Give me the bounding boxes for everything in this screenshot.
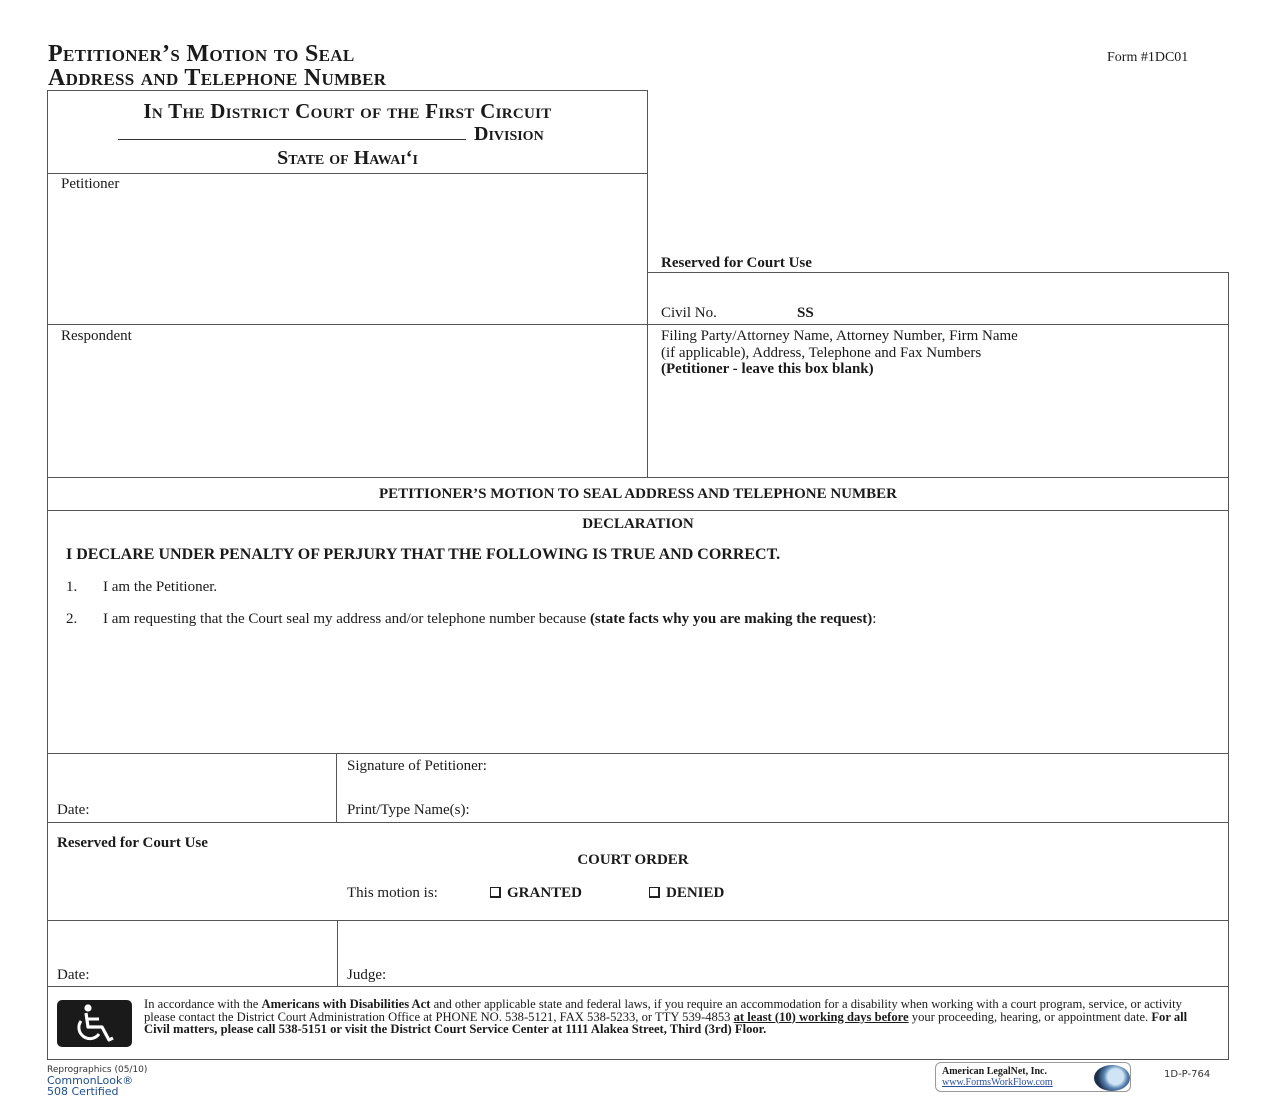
- declaration-item-text-1: I am the Petitioner.: [103, 579, 218, 595]
- globe-logo-icon: [1094, 1065, 1130, 1091]
- filing-party-line1: Filing Party/Attorney Name, Attorney Number, Firm Name: [661, 328, 1018, 344]
- respondent-label: Respondent: [61, 328, 132, 344]
- commonlook-name: CommonLook®: [47, 1074, 134, 1087]
- motion-title: PETITIONER’S MOTION TO SEAL ADDRESS AND TELEPHONE NUMBER: [378, 486, 898, 502]
- perjury-statement: I DECLARE UNDER PENALTY OF PERJURY THAT THE FOLLOWING IS TRUE AND CORRECT.: [66, 546, 781, 563]
- court-use-label-bottom: Reserved for Court Use: [57, 835, 208, 851]
- declaration-item-2: [103, 611, 876, 628]
- granted-label: GRANTED: [507, 885, 583, 901]
- court-use-top-line: [647, 272, 1229, 273]
- petitioner-bottom-line: [47, 324, 1229, 325]
- ada-notice: [144, 998, 1214, 1036]
- respondent-field[interactable]: [48, 347, 646, 476]
- respondent-bottom-line: [47, 477, 1229, 478]
- ada-text-1: In accordance with the: [144, 997, 262, 1011]
- caption-bottom-line: [47, 173, 648, 174]
- signature-date-label: Date:: [57, 802, 90, 818]
- document-title: [48, 42, 386, 90]
- court-caption-box: [47, 90, 648, 174]
- judge-date-field[interactable]: [48, 921, 336, 985]
- signature-date-field[interactable]: [48, 754, 335, 821]
- petitioner-field[interactable]: [48, 195, 646, 323]
- signature-label: Signature of Petitioner:: [347, 758, 487, 774]
- granted-checkbox[interactable]: [490, 887, 501, 898]
- denied-option[interactable]: [649, 885, 724, 902]
- reason-field[interactable]: [48, 632, 1228, 752]
- state-name: State of Hawai‘i: [277, 147, 418, 169]
- document-title-line1: Petitioner’s Motion to Seal: [48, 41, 355, 67]
- declaration-item-suffix-2: :: [872, 611, 877, 627]
- signature-bottom-line: [47, 822, 1229, 823]
- document-title-line2: Address and Telephone Number: [48, 65, 387, 91]
- form-code: 1D-P-764: [1164, 1069, 1211, 1080]
- denied-checkbox[interactable]: [649, 887, 660, 898]
- judge-row-bottom-line: [47, 986, 1229, 987]
- wheelchair-accessibility-icon: [57, 1000, 132, 1047]
- legalnet-link[interactable]: www.FormsWorkFlow.com: [942, 1077, 1053, 1088]
- judge-signature-field[interactable]: [338, 921, 1226, 985]
- signature-field[interactable]: [540, 754, 1226, 794]
- motion-title-bottom-line: [47, 510, 1229, 511]
- petitioner-label: Petitioner: [61, 176, 120, 192]
- commonlook-badge: [47, 1075, 133, 1097]
- filing-party-field[interactable]: [648, 380, 1227, 476]
- print-name-field[interactable]: [520, 796, 1226, 821]
- denied-label: DENIED: [666, 885, 725, 901]
- signature-column-divider: [336, 753, 337, 823]
- filing-party-instructions: [661, 328, 1018, 378]
- division-line: [118, 123, 544, 146]
- declaration-item-text-2: I am requesting that the Court seal my address and/or telephone number because: [103, 611, 590, 627]
- civil-no-suffix: SS: [797, 305, 814, 321]
- declaration-heading: DECLARATION: [582, 516, 694, 532]
- court-use-label-top: Reserved for Court Use: [661, 255, 812, 271]
- granted-option[interactable]: [490, 885, 582, 902]
- declaration-item-bold-2: (state facts why you are making the request): [589, 611, 873, 627]
- ada-deadline: at least (10) working days before: [733, 1009, 909, 1024]
- division-blank-field[interactable]: [118, 124, 466, 140]
- filing-party-line2: (if applicable), Address, Telephone and Fax Numbers: [661, 344, 982, 361]
- ada-text-3: your proceeding, hearing, or appointment date.: [908, 1009, 1152, 1024]
- motion-is-label: This motion is:: [347, 885, 438, 901]
- ada-civil-matters: For all Civil matters, please call 538-5151 or visit the District Court Service Center at 1111 Alakea Street, Third (3rd) Floor.: [144, 1009, 1188, 1036]
- court-order-heading: COURT ORDER: [577, 852, 689, 868]
- commonlook-certified: 508 Certified: [47, 1085, 119, 1098]
- legalnet-badge: [935, 1062, 1131, 1092]
- judge-label: Judge:: [347, 967, 387, 983]
- legalnet-name: American LegalNet, Inc.: [942, 1066, 1047, 1077]
- ada-act-name: Americans with Disabilities Act: [261, 997, 431, 1011]
- ada-bottom-line: [47, 1059, 1229, 1060]
- print-name-label: Print/Type Name(s):: [347, 802, 470, 818]
- filing-party-line3: (Petitioner - leave this box blank): [661, 361, 874, 377]
- declaration-item-num-2: 2.: [66, 611, 78, 627]
- frame-right-border: [1228, 272, 1229, 1060]
- civil-no-label: Civil No.: [661, 305, 717, 321]
- ada-text-2: and other applicable state and federal laws, if you require an accommodation for a disability when working with a court program, service, or activity please contact the District Court Administration Office at PHONE NO. 538-5121, FAX 538-5233, or TTY 539-4853: [144, 997, 1182, 1024]
- court-name: In The District Court of the First Circuit: [143, 99, 552, 123]
- division-label: Division: [474, 123, 544, 145]
- reprographics-label: Reprographics (05/10): [47, 1065, 148, 1075]
- form-number: Form #1DC01: [1107, 50, 1189, 65]
- declaration-item-num-1: 1.: [66, 579, 78, 595]
- judge-date-label: Date:: [57, 967, 90, 983]
